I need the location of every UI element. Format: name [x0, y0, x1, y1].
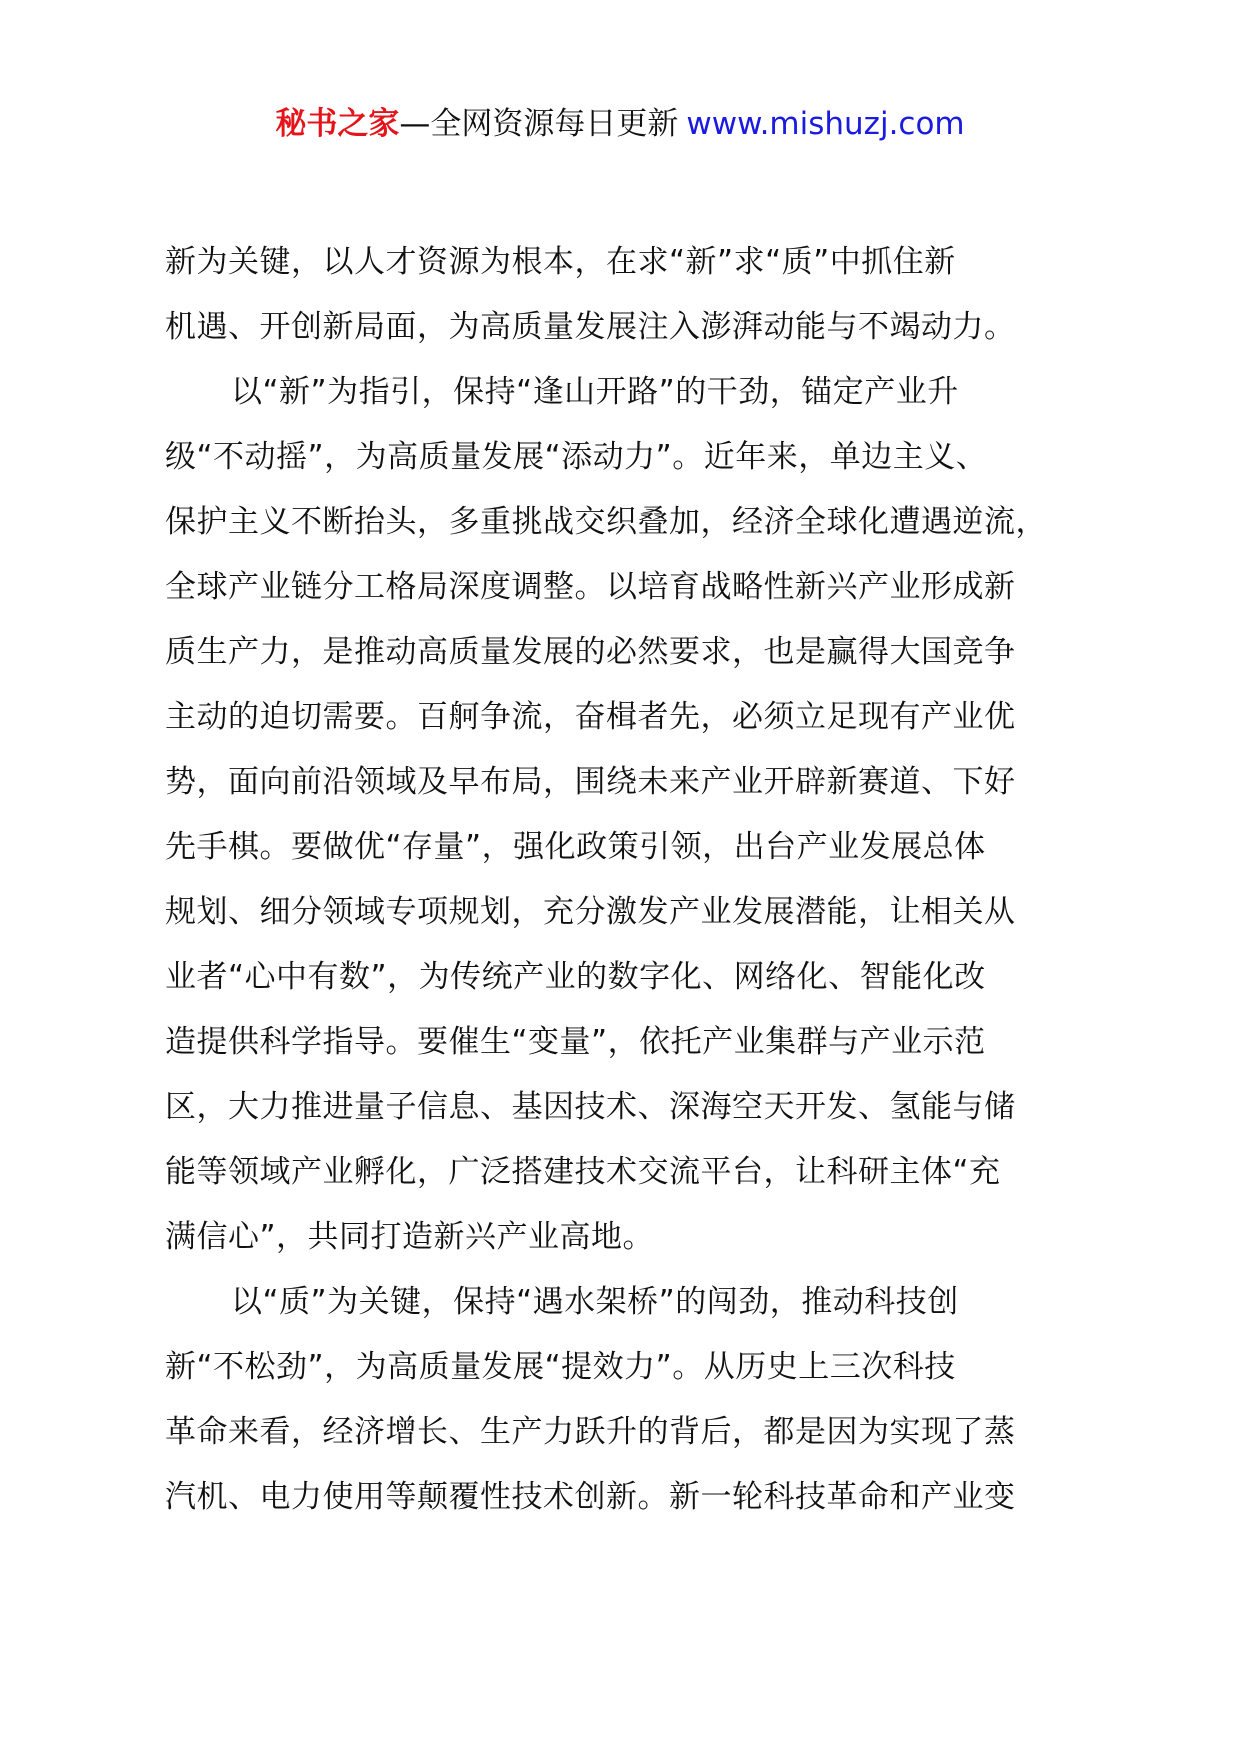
text-line: 先手棋。要做优“存量”，强化政策引领，出台产业发展总体: [165, 829, 986, 865]
text-line: 级“不动摇”，为高质量发展“添动力”。近年来，单边主义、: [165, 439, 988, 475]
text-line: 区，大力推进量子信息、基因技术、深海空天开发、氢能与储: [165, 1089, 1016, 1125]
text-line: 新为关键，以人才资源为根本，在求“新”求“质”中抓住新: [165, 244, 956, 280]
text-line: 机遇、开创新局面，为高质量发展注入澎湃动能与不竭动力。: [165, 309, 1016, 345]
text-line: 满信心”，共同打造新兴产业高地。: [165, 1219, 655, 1255]
text-line: 汽机、电力使用等颠覆性技术创新。新一轮科技革命和产业变: [165, 1479, 1016, 1515]
brand-name: 秘书之家: [275, 106, 400, 142]
text-line: 革命来看，经济增长、生产力跃升的背后，都是因为实现了蒸: [165, 1414, 1016, 1450]
text-line: 规划、细分领域专项规划，充分激发产业发展潜能，让相关从: [165, 894, 1016, 930]
text-line: 主动的迫切需要。百舸争流，奋楫者先，必须立足现有产业优: [165, 699, 1016, 735]
website-url: www.mishuzj.com: [686, 106, 965, 142]
text-line: 业者“心中有数”，为传统产业的数字化、网络化、智能化改: [165, 959, 986, 995]
document-body: [165, 237, 1085, 1537]
header-slogan: —全网资源每日更新: [399, 106, 679, 142]
text-line: 全球产业链分工格局深度调整。以培育战略性新兴产业形成新: [165, 569, 1016, 605]
text-line: 能等领域产业孵化，广泛搭建技术交流平台，让科研主体“充: [165, 1154, 1001, 1190]
page-header: [0, 100, 1240, 148]
text-line: 保护主义不断抬头，多重挑战交织叠加，经济全球化遭遇逆流，: [165, 504, 1047, 540]
text-line: 造提供科学指导。要催生“变量”，依托产业集群与产业示范: [165, 1024, 986, 1060]
text-line: 新“不松劲”，为高质量发展“提效力”。从历史上三次科技: [165, 1349, 956, 1385]
paragraph-start-line: 以“质”为关键，保持“遇水架桥”的闯劲，推动科技创: [231, 1284, 959, 1320]
text-line: 质生产力，是推动高质量发展的必然要求，也是赢得大国竞争: [165, 634, 1016, 670]
text-line: 势，面向前沿领域及早布局，围绕未来产业开辟新赛道、下好: [165, 764, 1016, 800]
paragraph-start-line: 以“新”为指引，保持“逢山开路”的干劲，锚定产业升: [231, 374, 959, 410]
